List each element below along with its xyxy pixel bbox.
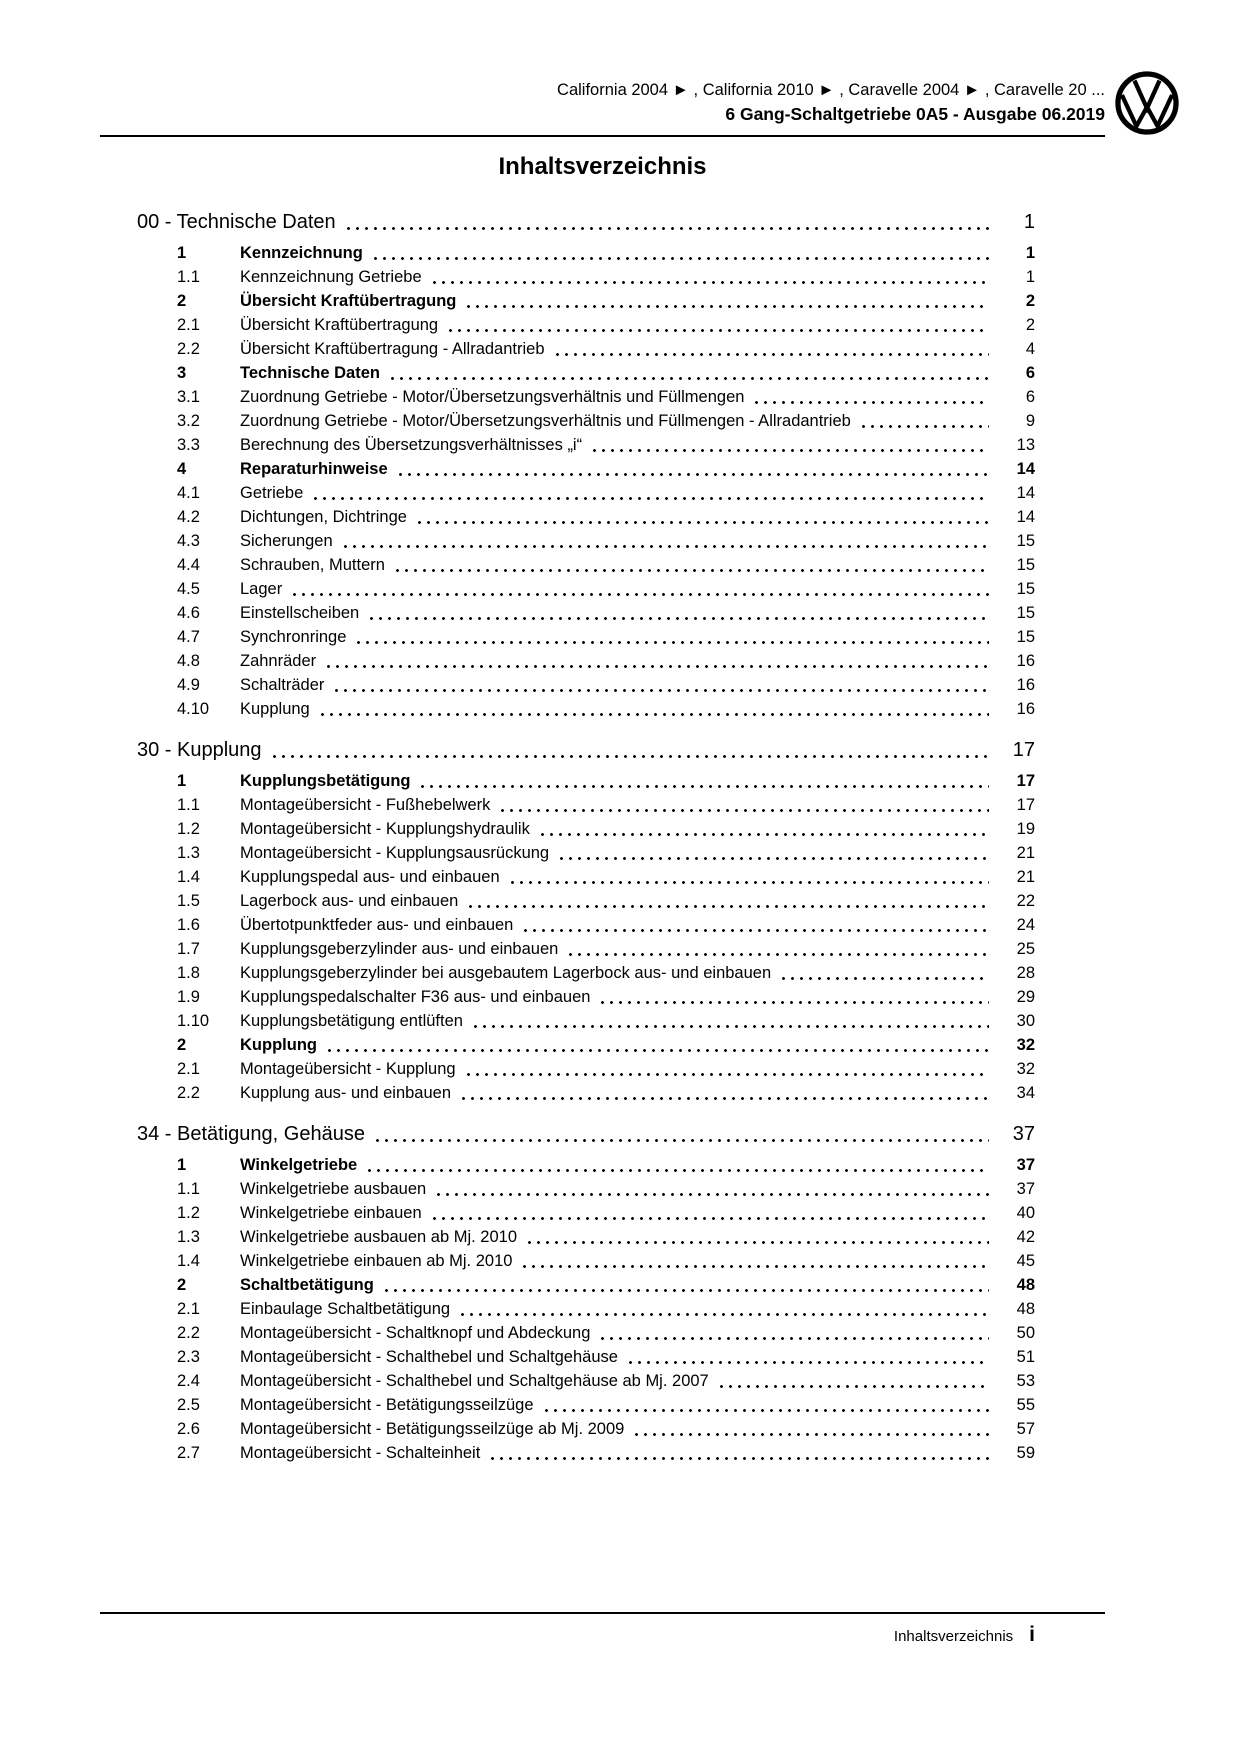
toc-section-row [137, 769, 1035, 793]
section-number: 1.5 [177, 892, 200, 910]
section-title: Schaltbetätigung [240, 1276, 374, 1294]
section-number: 2.4 [177, 1372, 200, 1390]
section-number: 1.3 [177, 1228, 200, 1246]
section-number: 2.3 [177, 1348, 200, 1366]
section-number: 2.6 [177, 1420, 200, 1438]
section-title: Winkelgetriebe einbauen ab Mj. 2010 [240, 1252, 513, 1270]
dot-leader [446, 321, 989, 338]
dot-leader [430, 273, 989, 290]
toc-section-row [137, 625, 1035, 649]
section-page-number: 34 [1016, 1084, 1035, 1102]
section-title: Winkelgetriebe ausbauen ab Mj. 2010 [240, 1228, 518, 1246]
section-page-number: 32 [1016, 1036, 1035, 1054]
dot-leader [418, 777, 989, 794]
dot-leader [566, 945, 989, 962]
section-title: Berechnung des Übersetzungsverhältnisses „i“ [240, 436, 583, 454]
toc-section-row [137, 1441, 1035, 1465]
toc-section-row [137, 1225, 1035, 1249]
toc-section-row [137, 817, 1035, 841]
section-page-number: 25 [1016, 940, 1035, 958]
dot-leader [324, 657, 989, 674]
dot-leader [434, 1185, 989, 1202]
toc-section-row [137, 697, 1035, 721]
section-title: Übersicht Kraftübertragung - Allradantrieb [240, 340, 545, 358]
dot-leader [498, 801, 989, 818]
section-number: 1.1 [177, 796, 200, 814]
section-number: 2.7 [177, 1444, 200, 1462]
toc-section-row [137, 265, 1035, 289]
toc-section-row [137, 961, 1035, 985]
section-number: 4.8 [177, 652, 200, 670]
section-page-number: 1 [1025, 268, 1035, 286]
section-title: Kennzeichnung [240, 244, 363, 262]
section-title: Übersicht Kraftübertragung [240, 316, 439, 334]
toc-section-row [137, 385, 1035, 409]
section-page-number: 48 [1016, 1300, 1035, 1318]
section-page-number: 19 [1016, 820, 1035, 838]
section-page-number: 51 [1016, 1348, 1035, 1366]
section-page-number: 15 [1016, 604, 1035, 622]
section-page-number: 15 [1016, 556, 1035, 574]
section-number: 1 [177, 244, 187, 262]
dot-leader [270, 745, 989, 765]
section-number: 2.2 [177, 1324, 200, 1342]
toc-section-row [137, 361, 1035, 385]
dot-leader [396, 465, 989, 482]
section-number: 4.4 [177, 556, 200, 574]
section-title: Kupplungsgeberzylinder bei ausgebautem Lagerbock aus- und einbauen [240, 964, 772, 982]
section-number: 1.1 [177, 268, 200, 286]
section-number: 1.10 [177, 1012, 210, 1030]
section-number: 1.4 [177, 868, 200, 886]
section-page-number: 59 [1016, 1444, 1035, 1462]
dot-leader [525, 1233, 989, 1250]
chapter-title: 00 - Technische Daten [137, 211, 336, 233]
section-page-number: 42 [1016, 1228, 1035, 1246]
section-title: Montageübersicht - Kupplungsausrückung [240, 844, 550, 862]
toc-section-row [137, 1297, 1035, 1321]
section-number: 4 [177, 460, 187, 478]
toc-section-row [137, 1369, 1035, 1393]
section-title: Zuordnung Getriebe - Motor/Übersetzungsverhältnis und Füllmengen - Allradantrieb [240, 412, 851, 430]
section-page-number: 53 [1016, 1372, 1035, 1390]
section-title: Montageübersicht - Schalthebel und Schaltgehäuse ab Mj. 2007 [240, 1372, 709, 1390]
page-header [100, 80, 1105, 137]
section-page-number: 29 [1016, 988, 1035, 1006]
header-subtitle: 6 Gang-Schaltgetriebe 0A5 - Ausgabe 06.2019 [725, 104, 1105, 124]
section-page-number: 48 [1016, 1276, 1035, 1294]
dot-leader [365, 1161, 989, 1178]
dot-leader [717, 1377, 989, 1394]
toc-section-row [137, 1009, 1035, 1033]
toc-section-row [137, 1345, 1035, 1369]
section-page-number: 28 [1016, 964, 1035, 982]
footer-page-number: i [1029, 1623, 1035, 1646]
toc-section-row [137, 289, 1035, 313]
dot-leader [553, 345, 990, 362]
dot-leader [373, 1129, 989, 1149]
section-number: 2.1 [177, 1300, 200, 1318]
dot-leader [318, 705, 989, 722]
section-page-number: 21 [1016, 844, 1035, 862]
toc-section-row [137, 1417, 1035, 1441]
section-number: 2 [177, 1276, 187, 1294]
section-number: 2.5 [177, 1396, 200, 1414]
page-footer [100, 1612, 1105, 1647]
toc-section-row [137, 409, 1035, 433]
section-title: Zahnräder [240, 652, 317, 670]
section-page-number: 1 [1025, 244, 1035, 262]
section-number: 2.1 [177, 316, 200, 334]
section-title: Schalträder [240, 676, 325, 694]
section-title: Winkelgetriebe ausbauen [240, 1180, 427, 1198]
section-page-number: 22 [1016, 892, 1035, 910]
toc-section-row [137, 913, 1035, 937]
toc-section-row [137, 841, 1035, 865]
section-title: Montageübersicht - Schalthebel und Schaltgehäuse [240, 1348, 618, 1366]
dot-leader [520, 1257, 989, 1274]
dot-leader [466, 897, 989, 914]
dot-leader [354, 633, 989, 650]
dot-leader [382, 1281, 989, 1298]
toc-section-row [137, 1057, 1035, 1081]
dot-leader [430, 1209, 989, 1226]
section-number: 4.7 [177, 628, 200, 646]
section-number: 2.1 [177, 1060, 200, 1078]
dot-leader [779, 969, 989, 986]
section-title: Einstellscheiben [240, 604, 360, 622]
section-number: 4.2 [177, 508, 200, 526]
footer-label: Inhaltsverzeichnis [893, 1628, 1014, 1645]
toc-section-row [137, 889, 1035, 913]
dot-leader [393, 561, 989, 578]
section-number: 2 [177, 1036, 187, 1054]
toc-section-row [137, 553, 1035, 577]
toc-chapter-row [137, 735, 1035, 765]
header-models-line: California 2004 ► , California 2010 ► , Caravelle 2004 ► , Caravelle 20 ... [557, 81, 1105, 99]
section-page-number: 32 [1016, 1060, 1035, 1078]
dot-leader [590, 441, 989, 458]
section-number: 1.9 [177, 988, 200, 1006]
section-page-number: 17 [1016, 772, 1035, 790]
section-page-number: 50 [1016, 1324, 1035, 1342]
section-page-number: 45 [1016, 1252, 1035, 1270]
section-number: 4.1 [177, 484, 200, 502]
section-title: Übersicht Kraftübertragung [240, 292, 457, 310]
section-number: 4.3 [177, 532, 200, 550]
section-number: 3.3 [177, 436, 200, 454]
section-title: Montageübersicht - Kupplungshydraulik [240, 820, 530, 838]
toc-section-row [137, 457, 1035, 481]
section-title: Kupplung [240, 700, 310, 718]
section-title: Einbaulage Schaltbetätigung [240, 1300, 451, 1318]
toc-section-row [137, 985, 1035, 1009]
toc-section-row [137, 937, 1035, 961]
section-number: 1.2 [177, 1204, 200, 1222]
section-number: 4.10 [177, 700, 210, 718]
chapter-page-number: 37 [1012, 1123, 1035, 1145]
section-title: Schrauben, Muttern [240, 556, 385, 574]
dot-leader [488, 1449, 989, 1466]
toc-section-row [137, 793, 1035, 817]
section-title: Synchronringe [240, 628, 347, 646]
section-number: 3.2 [177, 412, 200, 430]
section-page-number: 14 [1016, 484, 1035, 502]
section-title: Dichtungen, Dichtringe [240, 508, 407, 526]
dot-leader [367, 609, 989, 626]
section-number: 1.7 [177, 940, 200, 958]
dot-leader [859, 417, 989, 434]
dot-leader [332, 681, 989, 698]
toc-section-row [137, 481, 1035, 505]
section-page-number: 16 [1016, 676, 1035, 694]
chapter-page-number: 17 [1012, 739, 1035, 761]
section-title: Montageübersicht - Fußhebelwerk [240, 796, 491, 814]
toc-section-row [137, 433, 1035, 457]
dot-leader [459, 1089, 989, 1106]
section-title: Lagerbock aus- und einbauen [240, 892, 459, 910]
section-title: Getriebe [240, 484, 304, 502]
toc-section-row [137, 601, 1035, 625]
toc [137, 207, 1035, 1465]
section-number: 2.2 [177, 1084, 200, 1102]
section-page-number: 2 [1025, 316, 1035, 334]
dot-leader [598, 1329, 989, 1346]
section-title: Kupplungsgeberzylinder aus- und einbauen [240, 940, 559, 958]
section-page-number: 30 [1016, 1012, 1035, 1030]
section-page-number: 13 [1016, 436, 1035, 454]
toc-section-row [137, 1273, 1035, 1297]
section-page-number: 17 [1016, 796, 1035, 814]
section-title: Zuordnung Getriebe - Motor/Übersetzungsverhältnis und Füllmengen [240, 388, 745, 406]
dot-leader [464, 1065, 989, 1082]
dot-leader [464, 297, 989, 314]
section-page-number: 6 [1025, 388, 1035, 406]
section-page-number: 6 [1025, 364, 1035, 382]
section-number: 2.2 [177, 340, 200, 358]
section-number: 3 [177, 364, 187, 382]
toc-section-row [137, 313, 1035, 337]
dot-leader [344, 217, 989, 237]
toc-section-row [137, 1081, 1035, 1105]
dot-leader [626, 1353, 989, 1370]
section-number: 3.1 [177, 388, 200, 406]
section-page-number: 57 [1016, 1420, 1035, 1438]
section-page-number: 21 [1016, 868, 1035, 886]
toc-section-row [137, 1249, 1035, 1273]
section-title: Übertotpunktfeder aus- und einbauen [240, 916, 514, 934]
section-title: Winkelgetriebe einbauen [240, 1204, 422, 1222]
section-page-number: 15 [1016, 532, 1035, 550]
toc-section-row [137, 241, 1035, 265]
section-number: 1.6 [177, 916, 200, 934]
dot-leader [752, 393, 989, 410]
toc-section-row [137, 1177, 1035, 1201]
section-title: Montageübersicht - Betätigungsseilzüge [240, 1396, 534, 1414]
dot-leader [325, 1041, 989, 1058]
section-page-number: 2 [1025, 292, 1035, 310]
dot-leader [388, 369, 989, 386]
section-number: 4.5 [177, 580, 200, 598]
section-page-number: 15 [1016, 628, 1035, 646]
dot-leader [341, 537, 989, 554]
section-page-number: 40 [1016, 1204, 1035, 1222]
dot-leader [290, 585, 989, 602]
toc-section-row [137, 577, 1035, 601]
dot-leader [557, 849, 989, 866]
section-number: 1.3 [177, 844, 200, 862]
section-title: Winkelgetriebe [240, 1156, 358, 1174]
dot-leader [371, 249, 989, 266]
dot-leader [458, 1305, 989, 1322]
section-page-number: 16 [1016, 652, 1035, 670]
section-title: Montageübersicht - Schalteinheit [240, 1444, 481, 1462]
dot-leader [632, 1425, 989, 1442]
toc-section-row [137, 529, 1035, 553]
section-title: Kupplung [240, 1036, 317, 1054]
section-title: Reparaturhinweise [240, 460, 388, 478]
toc-section-row [137, 673, 1035, 697]
section-number: 1 [177, 1156, 187, 1174]
toc-section-row [137, 1033, 1035, 1057]
toc-section-row [137, 1201, 1035, 1225]
section-title: Kupplung aus- und einbauen [240, 1084, 452, 1102]
dot-leader [598, 993, 989, 1010]
section-page-number: 9 [1025, 412, 1035, 430]
section-title: Kupplungsbetätigung [240, 772, 411, 790]
dot-leader [508, 873, 989, 890]
section-title: Kennzeichnung Getriebe [240, 268, 422, 286]
section-title: Sicherungen [240, 532, 333, 550]
section-title: Technische Daten [240, 364, 380, 382]
section-page-number: 37 [1016, 1156, 1035, 1174]
section-title: Kupplungsbetätigung entlüften [240, 1012, 463, 1030]
section-title: Kupplungspedal aus- und einbauen [240, 868, 500, 886]
page-title: Inhaltsverzeichnis [498, 153, 707, 180]
section-page-number: 14 [1016, 460, 1035, 478]
toc-section-row [137, 649, 1035, 673]
volkswagen-logo-icon [1114, 70, 1180, 136]
section-page-number: 24 [1016, 916, 1035, 934]
chapter-title: 34 - Betätigung, Gehäuse [137, 1123, 365, 1145]
section-title: Kupplungspedalschalter F36 aus- und einbauen [240, 988, 591, 1006]
toc-section-row [137, 505, 1035, 529]
section-title: Montageübersicht - Betätigungsseilzüge ab Mj. 2009 [240, 1420, 625, 1438]
section-page-number: 4 [1025, 340, 1035, 358]
section-page-number: 16 [1016, 700, 1035, 718]
toc-section-row [137, 337, 1035, 361]
section-title: Montageübersicht - Kupplung [240, 1060, 456, 1078]
section-number: 4.9 [177, 676, 200, 694]
dot-leader [521, 921, 989, 938]
section-number: 1 [177, 772, 187, 790]
section-number: 4.6 [177, 604, 200, 622]
section-number: 1.2 [177, 820, 200, 838]
toc-section-row [137, 1321, 1035, 1345]
section-number: 1.4 [177, 1252, 200, 1270]
section-page-number: 37 [1016, 1180, 1035, 1198]
section-page-number: 55 [1016, 1396, 1035, 1414]
dot-leader [311, 489, 989, 506]
toc-section-row [137, 1393, 1035, 1417]
section-title: Lager [240, 580, 283, 598]
section-number: 2 [177, 292, 187, 310]
section-title: Montageübersicht - Schaltknopf und Abdeckung [240, 1324, 591, 1342]
section-page-number: 14 [1016, 508, 1035, 526]
section-page-number: 15 [1016, 580, 1035, 598]
toc-chapter-row [137, 207, 1035, 237]
dot-leader [471, 1017, 989, 1034]
dot-leader [415, 513, 989, 530]
toc-section-row [137, 865, 1035, 889]
dot-leader [542, 1401, 989, 1418]
chapter-page-number: 1 [1023, 211, 1035, 233]
chapter-title: 30 - Kupplung [137, 739, 262, 761]
dot-leader [538, 825, 989, 842]
toc-chapter-row [137, 1119, 1035, 1149]
section-number: 1.1 [177, 1180, 200, 1198]
toc-section-row [137, 1153, 1035, 1177]
section-number: 1.8 [177, 964, 200, 982]
